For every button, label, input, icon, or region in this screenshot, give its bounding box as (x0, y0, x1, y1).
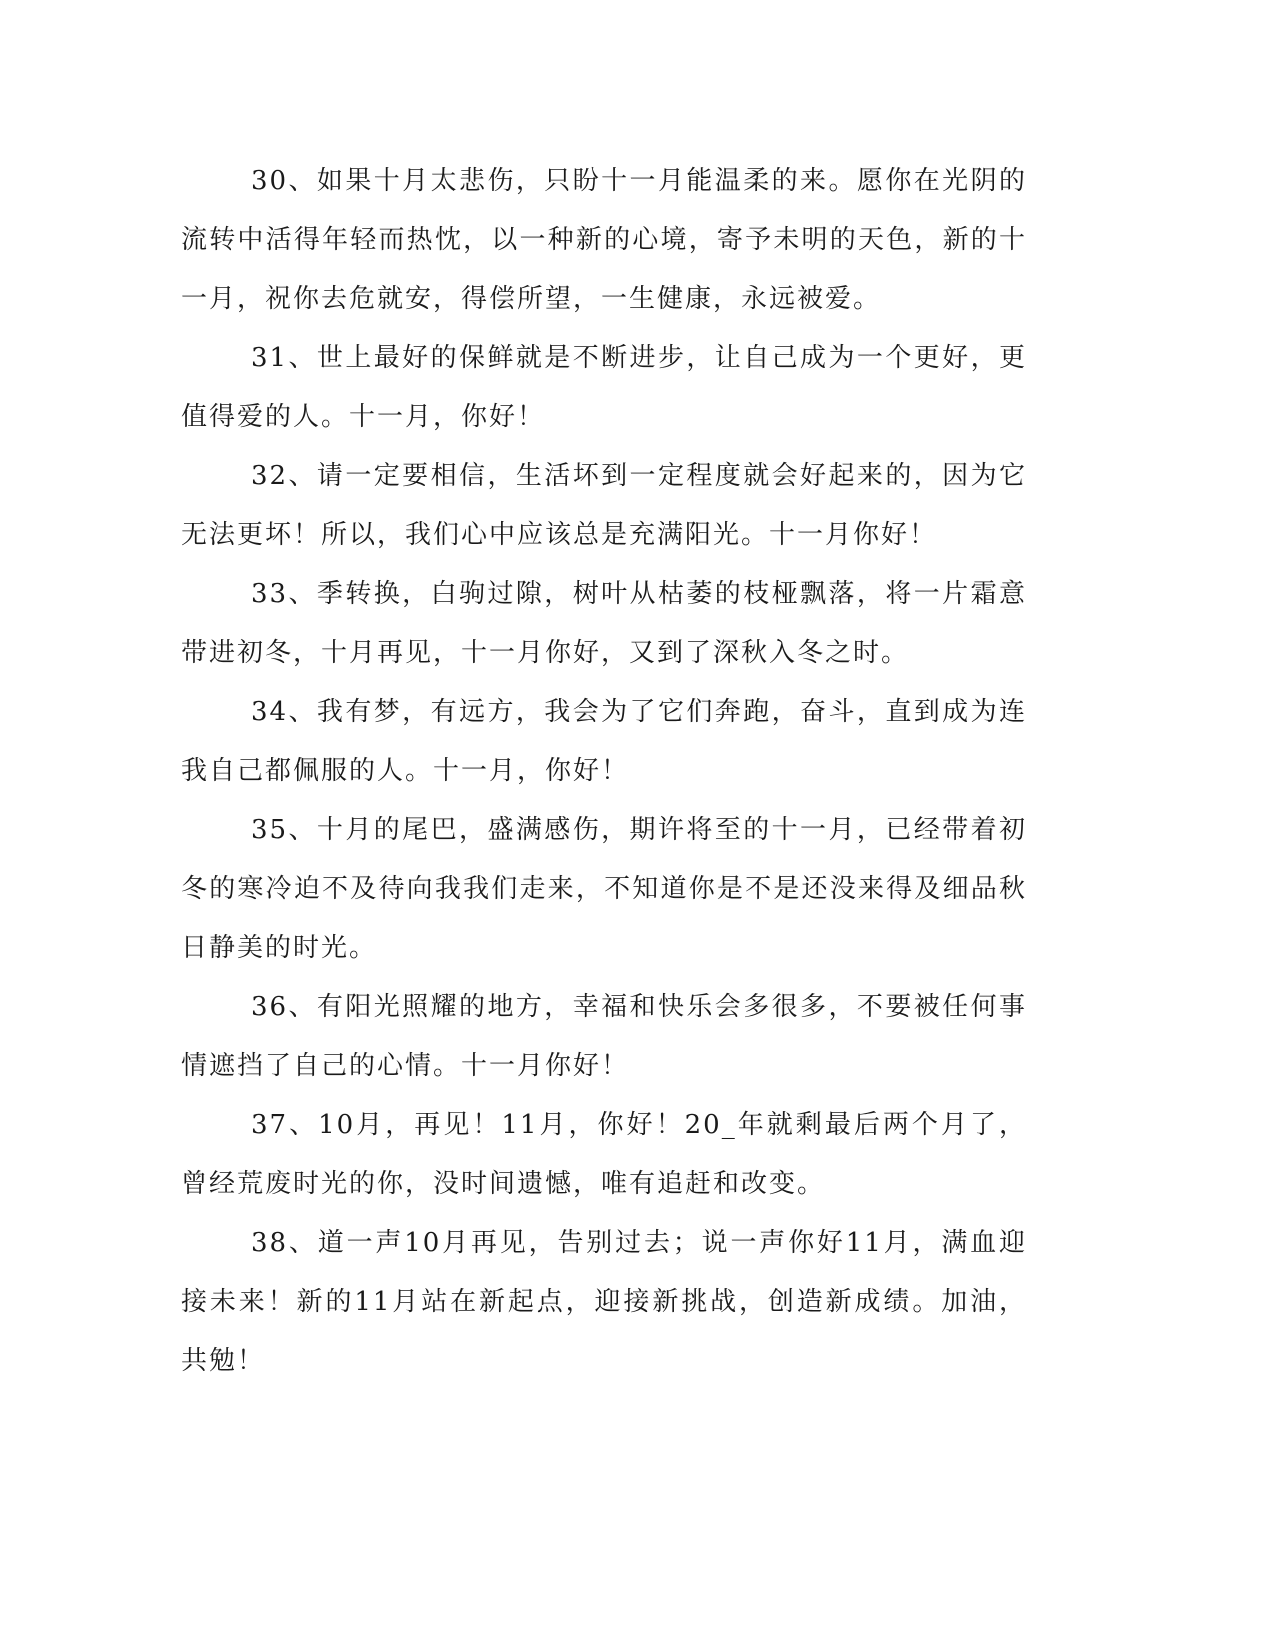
paragraph-38: 38、道一声10月再见，告别过去；说一声你好11月，满血迎接未来！新的11月站在新起点，迎接新挑战，创造新成绩。加油，共勉！ (181, 1228, 1027, 1376)
paragraph-32: 32、请一定要相信，生活坏到一定程度就会好起来的，因为它无法更坏！所以，我们心中应该总是充满阳光。十一月你好！ (181, 461, 1027, 550)
paragraph-34: 34、我有梦，有远方，我会为了它们奔跑，奋斗，直到成为连我自己都佩服的人。十一月，你好！ (181, 697, 1027, 786)
paragraph-33: 33、季转换，白驹过隙，树叶从枯萎的枝桠飘落，将一片霜意带进初冬，十月再见，十一月你好，又到了深秋入冬之时。 (181, 579, 1027, 668)
paragraph-37: 37、10月，再见！11月，你好！20_年就剩最后两个月了，曾经荒废时光的你，没时间遗憾，唯有追赶和改变。 (181, 1110, 1027, 1199)
paragraph-35: 35、十月的尾巴，盛满感伤，期许将至的十一月，已经带着初冬的寒冷迫不及待向我我们走来，不知道你是不是还没来得及细品秋日静美的时光。 (181, 815, 1027, 963)
paragraph-30: 30、如果十月太悲伤，只盼十一月能温柔的来。愿你在光阴的流转中活得年轻而热忱，以一种新的心境，寄予未明的天色，新的十一月，祝你去危就安，得偿所望，一生健康，永远被爱。 (181, 166, 1027, 314)
paragraph-31: 31、世上最好的保鲜就是不断进步，让自己成为一个更好，更值得爱的人。十一月，你好！ (181, 343, 1027, 432)
document-body (181, 152, 1027, 1391)
paragraph-36: 36、有阳光照耀的地方，幸福和快乐会多很多，不要被任何事情遮挡了自己的心情。十一月你好！ (181, 992, 1027, 1081)
